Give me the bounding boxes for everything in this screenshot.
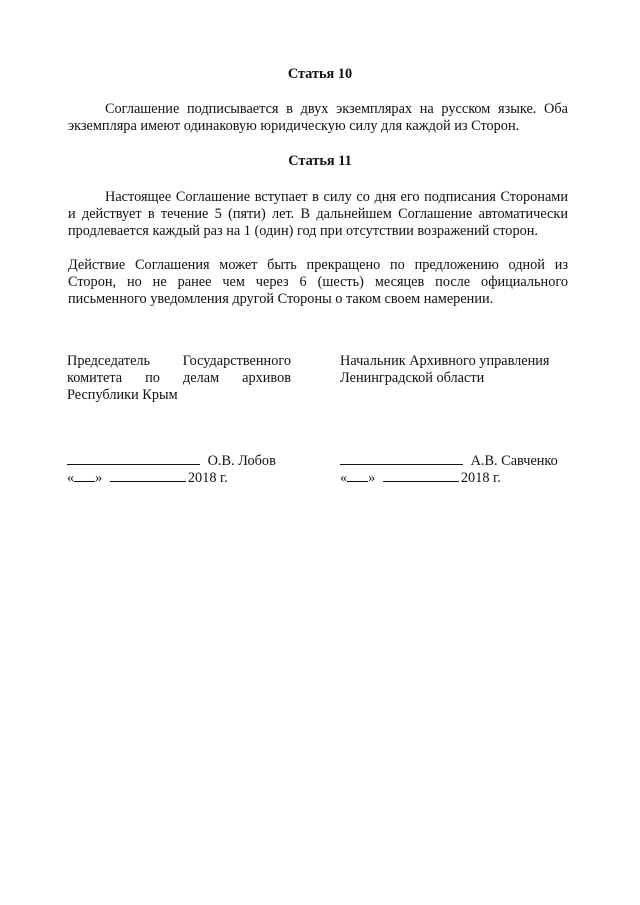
day-blank (74, 468, 95, 482)
signature-blank (340, 451, 463, 465)
right-signatory-name: А.В. Савченко (470, 453, 558, 469)
right-date-line (340, 468, 501, 487)
article-11-title: Статья 11 (288, 153, 352, 169)
day-blank (347, 468, 368, 482)
left-position-line-3: Республики Крым (67, 387, 178, 403)
right-signatory-position (340, 353, 570, 387)
article-10-text: Соглашение подписывается в двух экземплярах на русском языке. Оба экземпляра имеют одинаковую юридическую силу для каждой из Сторон. (68, 101, 568, 134)
left-signatory-name: О.В. Лобов (207, 453, 276, 469)
left-position-word: архивов (242, 370, 291, 386)
right-date-year: 2018 г. (460, 470, 501, 486)
article-11-paragraph-2: Действие Соглашения может быть прекращено по предложению одной из Сторон, но не ранее чем через 6 (шесть) месяцев после официального письменного уведомления другой Стороны о таком своем намерении. (68, 257, 568, 307)
left-date-year: 2018 г. (187, 470, 228, 486)
right-position-line-1: Начальник Архивного управления (340, 353, 550, 369)
month-blank (383, 468, 459, 482)
article-11-paragraph-1: Настоящее Соглашение вступает в силу со дня его подписания Сторонами и действует в течение 5 (пяти) лет. В дальнейшем Соглашение автоматически продлевается каждый раз на 1 (один) год при отсутствии возражений сторон. (68, 189, 568, 239)
article-10-title: Статья 10 (287, 66, 353, 82)
left-position-word: Государственного (182, 353, 291, 369)
date-quote-open: « (67, 470, 75, 486)
right-position-line-2: Ленинградской области (340, 370, 485, 386)
date-quote-close: » (95, 470, 103, 486)
left-signatory-position (67, 353, 291, 404)
signature-blank (67, 451, 200, 465)
date-quote-open: « (340, 470, 348, 486)
left-position-word: по (145, 370, 160, 386)
left-position-word: Председатель (67, 353, 151, 369)
date-quote-close: » (368, 470, 376, 486)
left-position-word: комитета (67, 370, 123, 386)
month-blank (110, 468, 186, 482)
left-position-word: делам (182, 370, 220, 386)
left-date-line (67, 468, 228, 487)
